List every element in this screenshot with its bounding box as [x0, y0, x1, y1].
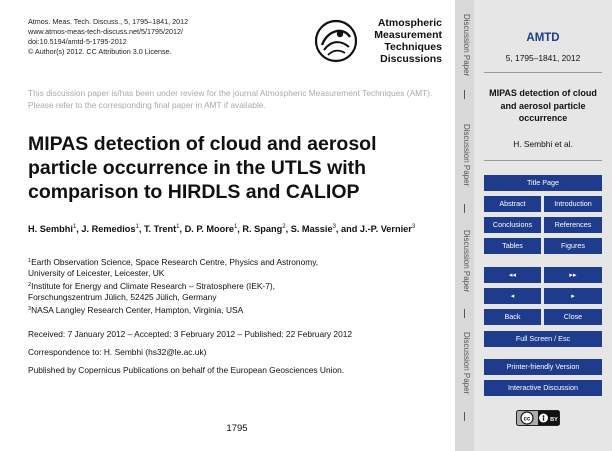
- author-name: R. Spang: [242, 224, 283, 234]
- citation-url[interactable]: www.atmos-meas-tech-discuss.net/5/1795/2012/: [28, 27, 184, 36]
- affiliation-item: $^3$NASA Langley Research Center, Hampton, Virginia, USA: [28, 304, 244, 315]
- title-page-button[interactable]: Title Page: [484, 175, 602, 191]
- abstract-button[interactable]: Abstract: [484, 196, 541, 212]
- affiliation-item-cont: Forschungszentrum Jülich, 52425 Jülich, Germany: [28, 292, 217, 303]
- conclusions-button[interactable]: Conclusions: [484, 217, 541, 233]
- references-button[interactable]: References: [544, 217, 602, 233]
- author-name: J.-P. Vernier: [359, 224, 412, 234]
- author-name: J. Remedios: [81, 224, 136, 234]
- strip-divider: [464, 412, 465, 421]
- citation-license: © Author(s) 2012. CC Attribution 3.0 License.: [28, 47, 172, 56]
- introduction-button[interactable]: Introduction: [544, 196, 602, 212]
- back-button[interactable]: Back: [484, 309, 541, 325]
- svg-text:cc: cc: [523, 416, 531, 423]
- first-page-button[interactable]: ◂◂: [484, 267, 541, 283]
- citation-block: [28, 17, 188, 57]
- volume-info: 5, 1795–1841, 2012: [505, 53, 581, 63]
- full-screen-button[interactable]: Full Screen / Esc: [484, 331, 602, 347]
- review-notice: This discussion paper is/has been under review for the journal Atmospheric Measurement Techniques (AMT). Please refer to the corresponding final paper in AMT if available.: [28, 88, 433, 110]
- strip-label: Discussion Paper: [462, 230, 471, 293]
- journal-abbrev: AMTD: [526, 32, 560, 44]
- printer-friendly-button[interactable]: Printer-friendly Version: [484, 359, 602, 375]
- publisher-statement: Published by Copernicus Publications on behalf of the European Geosciences Union.: [28, 365, 345, 375]
- discussion-paper-strip: [455, 0, 474, 451]
- citation-doi[interactable]: doi:10.5194/amtd-5-1795-2012: [28, 37, 127, 46]
- egu-logo-icon: [314, 19, 358, 63]
- correspondence: Correspondence to: H. Sembhi (hs32@le.ac.uk): [28, 347, 207, 357]
- author-list: H. Sembhi$^1$, J. Remedios$^1$, T. Trent$^1$, D. P. Moore$^1$, R. Spang$^2$, S. Massie$^3$, and J.-P. Vernier$^3$: [28, 224, 416, 234]
- journal-logo-text: Atmospheric Measurement Techniques Discussions: [374, 17, 442, 65]
- citation-line: Atmos. Meas. Tech. Discuss., 5, 1795–1841, 2012: [28, 17, 189, 26]
- navigation-panel: [474, 0, 612, 451]
- panel-divider: [484, 160, 602, 161]
- page-number: 1795: [226, 423, 248, 434]
- figures-button[interactable]: Figures: [544, 238, 602, 254]
- panel-author: H. Sembhi et al.: [513, 139, 573, 149]
- next-page-button[interactable]: ▸: [544, 288, 602, 304]
- affiliation-list: [28, 256, 448, 316]
- strip-label: Discussion Paper: [462, 332, 471, 395]
- close-button[interactable]: Close: [544, 309, 602, 325]
- author-name: S. Massie: [290, 224, 333, 234]
- publication-dates: Received: 7 January 2012 – Accepted: 3 February 2012 – Published: 22 February 2012: [28, 329, 353, 339]
- journal-logo: [314, 15, 442, 67]
- interactive-discussion-button[interactable]: Interactive Discussion: [484, 380, 602, 396]
- author-name: D. P. Moore: [184, 224, 234, 234]
- strip-divider: [464, 309, 465, 318]
- cc-by-label: BY: [550, 417, 558, 423]
- strip-label: Discussion Paper: [462, 14, 471, 77]
- author-name: T. Trent: [143, 224, 177, 234]
- author-name: H. Sembhi: [28, 224, 73, 234]
- cc-by-icon[interactable]: [516, 410, 560, 426]
- panel-divider: [484, 72, 602, 73]
- paper-title: MIPAS detection of cloud and aerosol particle occurrence in the UTLS with comparison to HIRDLS and CALIOP: [28, 133, 377, 203]
- strip-label: Discussion Paper: [462, 124, 471, 187]
- last-page-button[interactable]: ▸▸: [544, 267, 602, 283]
- strip-divider: [464, 204, 465, 213]
- affiliation-item-cont: University of Leicester, Leicester, UK: [28, 268, 165, 279]
- affiliation-item: $^1$Earth Observation Science, Space Research Centre, Physics and Astronomy,: [28, 257, 319, 267]
- previous-page-button[interactable]: ◂: [484, 288, 541, 304]
- affiliation-item: $^2$Institute for Energy and Climate Research – Stratosphere (IEK-7),: [28, 280, 275, 291]
- strip-divider: [464, 90, 465, 99]
- tables-button[interactable]: Tables: [484, 238, 541, 254]
- panel-paper-title: MIPAS detection of cloud and aerosol particle occurrence: [489, 88, 597, 123]
